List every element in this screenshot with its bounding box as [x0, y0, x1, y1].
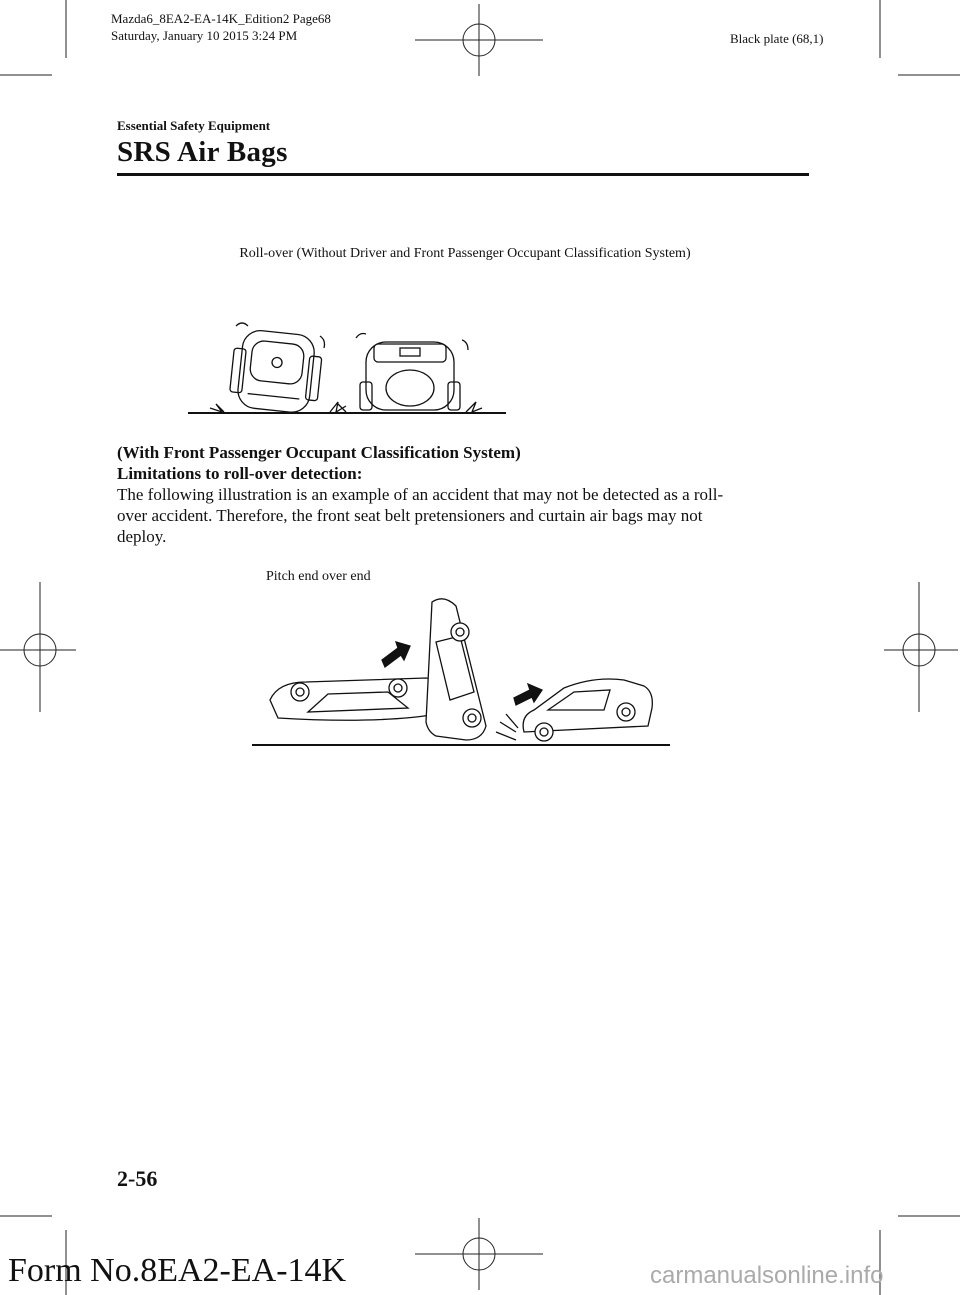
rollover-illustration — [180, 312, 510, 422]
body-line-1: The following illustration is an example of an accident that may not be detected as a roll- — [117, 485, 724, 504]
title-rule — [117, 173, 809, 176]
print-meta-line1: Mazda6_8EA2-EA-14K_Edition2 Page68 — [111, 11, 331, 26]
section-label: Essential Safety Equipment — [117, 118, 271, 133]
page-title: SRS Air Bags — [117, 136, 288, 168]
heading-with-classification: (With Front Passenger Occupant Classification System) — [117, 443, 521, 462]
pitch-end-over-end-illustration — [248, 592, 673, 752]
form-number: Form No.8EA2-EA-14K — [8, 1252, 347, 1289]
body-line-2: over accident. Therefore, the front seat belt pretensioners and curtain air bags may not — [117, 506, 703, 525]
body-paragraph — [117, 484, 817, 547]
heading-limitations: Limitations to roll-over detection: — [117, 464, 363, 483]
black-plate-label: Black plate (68,1) — [730, 31, 824, 46]
figure2-caption: Pitch end over end — [266, 569, 371, 584]
watermark: carmanualsonline.info — [650, 1262, 884, 1289]
print-meta-line2: Saturday, January 10 2015 3:24 PM — [111, 28, 298, 43]
page-number: 2-56 — [117, 1166, 158, 1191]
body-line-3: deploy. — [117, 527, 167, 546]
print-meta — [111, 10, 331, 44]
figure1-caption: Roll-over (Without Driver and Front Passenger Occupant Classification System) — [239, 246, 691, 261]
